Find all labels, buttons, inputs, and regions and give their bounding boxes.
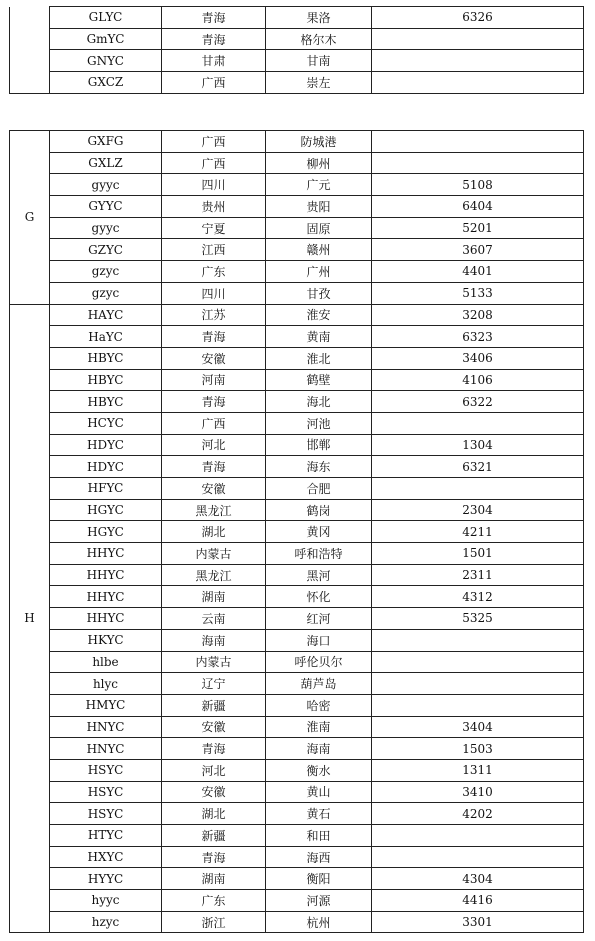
province-cell: 青海 (162, 326, 266, 348)
code-cell: HNYC (50, 738, 162, 760)
code-cell: GXLZ (50, 152, 162, 174)
province-cell: 安徽 (162, 347, 266, 369)
letter-group-cell: G (10, 131, 50, 305)
city-cell: 邯郸 (266, 434, 372, 456)
letter-group-cell: H (10, 304, 50, 933)
city-cell: 海西 (266, 846, 372, 868)
city-cell: 赣州 (266, 239, 372, 261)
city-cell: 衡水 (266, 759, 372, 781)
province-cell: 青海 (162, 456, 266, 478)
city-cell: 海南 (266, 738, 372, 760)
code-cell: gyyc (50, 174, 162, 196)
table-row (10, 673, 584, 695)
table-row (10, 131, 584, 153)
region-code-cell (372, 152, 584, 174)
city-cell: 哈密 (266, 694, 372, 716)
city-cell: 柳州 (266, 152, 372, 174)
table-row (10, 911, 584, 933)
region-code-cell: 2311 (372, 564, 584, 586)
table-row (10, 304, 584, 326)
province-cell: 江苏 (162, 304, 266, 326)
table-row (10, 781, 584, 803)
region-code-cell: 4106 (372, 369, 584, 391)
province-cell: 内蒙古 (162, 651, 266, 673)
region-code-cell: 4202 (372, 803, 584, 825)
city-cell: 淮北 (266, 347, 372, 369)
table-row (10, 651, 584, 673)
region-code-cell: 2304 (372, 499, 584, 521)
table-row (10, 868, 584, 890)
region-code-cell (372, 412, 584, 434)
table-row (10, 369, 584, 391)
city-cell: 衡阳 (266, 868, 372, 890)
code-cell: HBYC (50, 391, 162, 413)
code-cell: hlyc (50, 673, 162, 695)
city-cell: 呼伦贝尔 (266, 651, 372, 673)
city-cell: 黄冈 (266, 521, 372, 543)
table-row (10, 803, 584, 825)
table-row (10, 412, 584, 434)
region-code-cell (372, 846, 584, 868)
city-cell: 合肥 (266, 478, 372, 500)
code-cell: GZYC (50, 239, 162, 261)
region-code-cell: 5133 (372, 282, 584, 304)
code-cell: HSYC (50, 781, 162, 803)
province-cell: 黑龙江 (162, 564, 266, 586)
province-cell: 贵州 (162, 196, 266, 218)
province-cell: 广东 (162, 261, 266, 283)
table-row (10, 152, 584, 174)
letter-group-cell (10, 7, 50, 94)
region-code-cell: 4304 (372, 868, 584, 890)
city-cell: 河池 (266, 412, 372, 434)
table-row (10, 326, 584, 348)
table-row (10, 629, 584, 651)
city-cell: 淮南 (266, 716, 372, 738)
table-row (10, 196, 584, 218)
city-cell: 防城港 (266, 131, 372, 153)
region-code-cell: 6404 (372, 196, 584, 218)
code-cell: HSYC (50, 759, 162, 781)
city-cell: 和田 (266, 825, 372, 847)
code-cell: gyyc (50, 217, 162, 239)
code-cell: HNYC (50, 716, 162, 738)
table-row (10, 174, 584, 196)
province-cell: 青海 (162, 738, 266, 760)
province-cell: 河南 (162, 369, 266, 391)
region-code-cell: 6323 (372, 326, 584, 348)
city-cell: 河源 (266, 890, 372, 912)
city-cell: 海北 (266, 391, 372, 413)
city-cell: 鹤壁 (266, 369, 372, 391)
city-cell: 格尔木 (266, 28, 372, 50)
table-row (10, 347, 584, 369)
province-cell: 广东 (162, 890, 266, 912)
region-code-cell (372, 651, 584, 673)
region-code-cell: 3404 (372, 716, 584, 738)
province-cell: 安徽 (162, 716, 266, 738)
city-cell: 广州 (266, 261, 372, 283)
region-code-cell: 1501 (372, 543, 584, 565)
province-cell: 甘肃 (162, 50, 266, 72)
code-cell: GLYC (50, 7, 162, 29)
table-row (10, 543, 584, 565)
code-cell: HCYC (50, 412, 162, 434)
code-cell: HHYC (50, 586, 162, 608)
code-cell: HTYC (50, 825, 162, 847)
region-code-cell (372, 629, 584, 651)
province-cell: 宁夏 (162, 217, 266, 239)
city-cell: 呼和浩特 (266, 543, 372, 565)
code-cell: GmYC (50, 28, 162, 50)
province-cell: 浙江 (162, 911, 266, 933)
province-cell: 河北 (162, 759, 266, 781)
city-cell: 广元 (266, 174, 372, 196)
table-row (10, 716, 584, 738)
region-code-cell: 4416 (372, 890, 584, 912)
region-code-cell: 3208 (372, 304, 584, 326)
region-code-cell: 4312 (372, 586, 584, 608)
province-cell: 江西 (162, 239, 266, 261)
code-cell: gzyc (50, 261, 162, 283)
code-cell: hyyc (50, 890, 162, 912)
code-cell: HBYC (50, 347, 162, 369)
code-cell: HKYC (50, 629, 162, 651)
region-code-cell (372, 131, 584, 153)
code-cell: HGYC (50, 499, 162, 521)
code-cell: HSYC (50, 803, 162, 825)
region-code-cell: 5325 (372, 608, 584, 630)
table-row (10, 50, 584, 72)
city-cell: 固原 (266, 217, 372, 239)
province-cell: 安徽 (162, 781, 266, 803)
code-cell: HXYC (50, 846, 162, 868)
table-row (10, 239, 584, 261)
table-row (10, 890, 584, 912)
region-code-cell (372, 50, 584, 72)
province-cell: 安徽 (162, 478, 266, 500)
province-cell: 黑龙江 (162, 499, 266, 521)
region-code-cell: 6326 (372, 7, 584, 29)
province-cell: 海南 (162, 629, 266, 651)
code-cell: HYYC (50, 868, 162, 890)
code-cell: HMYC (50, 694, 162, 716)
code-cell: HAYC (50, 304, 162, 326)
province-cell: 四川 (162, 282, 266, 304)
code-table-body (10, 131, 584, 933)
code-cell: HBYC (50, 369, 162, 391)
province-cell: 青海 (162, 28, 266, 50)
city-cell: 贵阳 (266, 196, 372, 218)
province-cell: 广西 (162, 152, 266, 174)
table-row (10, 586, 584, 608)
city-cell: 海口 (266, 629, 372, 651)
region-code-cell: 3406 (372, 347, 584, 369)
region-code-cell: 4211 (372, 521, 584, 543)
table-row (10, 608, 584, 630)
code-table (9, 130, 584, 933)
city-cell: 葫芦岛 (266, 673, 372, 695)
province-cell: 广西 (162, 131, 266, 153)
city-cell: 海东 (266, 456, 372, 478)
region-code-cell (372, 478, 584, 500)
code-table-continued-body (10, 7, 584, 94)
table-row (10, 499, 584, 521)
table-row (10, 7, 584, 29)
table-row (10, 434, 584, 456)
region-code-cell (372, 72, 584, 94)
region-code-cell: 5108 (372, 174, 584, 196)
region-code-cell: 3301 (372, 911, 584, 933)
province-cell: 青海 (162, 846, 266, 868)
city-cell: 黄石 (266, 803, 372, 825)
code-cell: gzyc (50, 282, 162, 304)
province-cell: 内蒙古 (162, 543, 266, 565)
region-code-cell: 1503 (372, 738, 584, 760)
table-row (10, 478, 584, 500)
region-code-cell (372, 28, 584, 50)
city-cell: 杭州 (266, 911, 372, 933)
code-cell: hzyc (50, 911, 162, 933)
code-table-continued (9, 6, 584, 94)
province-cell: 河北 (162, 434, 266, 456)
region-code-cell (372, 673, 584, 695)
province-cell: 湖南 (162, 868, 266, 890)
table-row (10, 846, 584, 868)
province-cell: 云南 (162, 608, 266, 630)
table-row (10, 738, 584, 760)
city-cell: 甘南 (266, 50, 372, 72)
city-cell: 黄南 (266, 326, 372, 348)
province-cell: 广西 (162, 72, 266, 94)
code-cell: hlbe (50, 651, 162, 673)
city-cell: 果洛 (266, 7, 372, 29)
province-cell: 广西 (162, 412, 266, 434)
city-cell: 鹤岗 (266, 499, 372, 521)
region-code-cell: 5201 (372, 217, 584, 239)
city-cell: 淮安 (266, 304, 372, 326)
province-cell: 四川 (162, 174, 266, 196)
code-cell: HGYC (50, 521, 162, 543)
region-code-cell (372, 694, 584, 716)
table-row (10, 282, 584, 304)
table-row (10, 825, 584, 847)
region-code-cell: 4401 (372, 261, 584, 283)
province-cell: 湖北 (162, 803, 266, 825)
province-cell: 辽宁 (162, 673, 266, 695)
code-cell: HHYC (50, 543, 162, 565)
province-cell: 湖南 (162, 586, 266, 608)
table-row (10, 261, 584, 283)
province-cell: 青海 (162, 7, 266, 29)
city-cell: 黑河 (266, 564, 372, 586)
code-cell: GXFG (50, 131, 162, 153)
region-code-cell: 6321 (372, 456, 584, 478)
region-code-cell: 3607 (372, 239, 584, 261)
table-row (10, 456, 584, 478)
province-cell: 新疆 (162, 825, 266, 847)
code-cell: GNYC (50, 50, 162, 72)
code-cell: GYYC (50, 196, 162, 218)
table-row (10, 564, 584, 586)
code-cell: HFYC (50, 478, 162, 500)
city-cell: 怀化 (266, 586, 372, 608)
region-code-cell (372, 825, 584, 847)
table-row (10, 759, 584, 781)
table-row (10, 217, 584, 239)
city-cell: 崇左 (266, 72, 372, 94)
province-cell: 湖北 (162, 521, 266, 543)
code-cell: HDYC (50, 456, 162, 478)
code-cell: HHYC (50, 564, 162, 586)
code-cell: HHYC (50, 608, 162, 630)
region-code-cell: 6322 (372, 391, 584, 413)
table-row (10, 391, 584, 413)
province-cell: 青海 (162, 391, 266, 413)
code-cell: HDYC (50, 434, 162, 456)
code-cell: HaYC (50, 326, 162, 348)
province-cell: 新疆 (162, 694, 266, 716)
table-row (10, 694, 584, 716)
region-code-cell: 1311 (372, 759, 584, 781)
region-code-cell: 1304 (372, 434, 584, 456)
table-row (10, 72, 584, 94)
city-cell: 红河 (266, 608, 372, 630)
table-row (10, 521, 584, 543)
code-cell: GXCZ (50, 72, 162, 94)
city-cell: 甘孜 (266, 282, 372, 304)
city-cell: 黄山 (266, 781, 372, 803)
table-row (10, 28, 584, 50)
region-code-cell: 3410 (372, 781, 584, 803)
